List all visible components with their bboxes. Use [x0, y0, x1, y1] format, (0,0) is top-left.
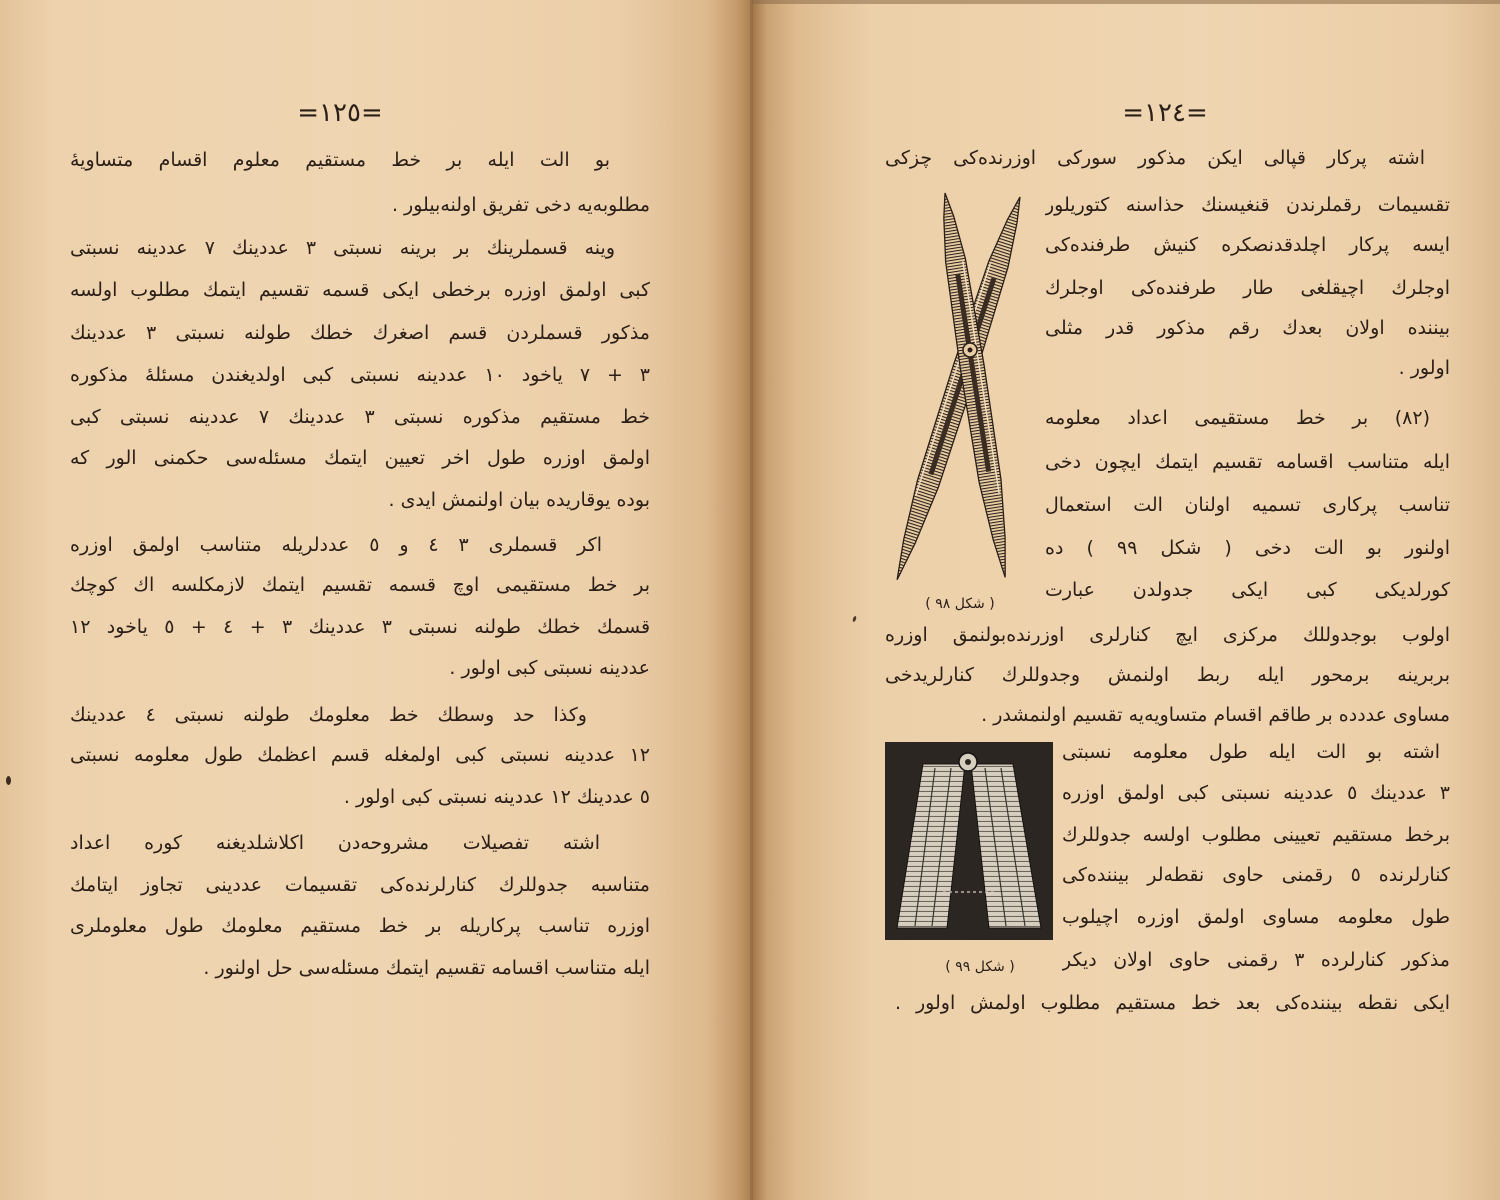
text-line: ایسه پرکار اچلدقدنصکره کنیش طرفنده‌کی [1045, 234, 1450, 256]
text-line: اولمق اوزره طول اخر تعیین ایتمك مسئله‌سی حکمنی الور که [70, 447, 650, 469]
text-line: بوده یوقاریده بیان اولنمش ایدی . [388, 489, 650, 511]
text-line: ٣ + ٧ یاخود ١٠ عددینه نسبتی کبی اولدیغندن مسئلهٔ مذکوره [70, 364, 650, 386]
text-line: اولنور بو الت دخی ( شکل ٩٩ ) ده [1045, 537, 1450, 559]
text-line: مساوی عددده بر طاقم اقسام متساویه‌یه تقسیم اولنمشدر . [981, 704, 1450, 726]
compass-figure-98 [885, 185, 1035, 595]
text-line: ایله متناسب اقسامه تقسیم ایتمك ایچون دخی [1045, 451, 1450, 473]
text-line: اولوب بوجدوللك مرکزی ایچ کنارلری اوزرنده‌بولنمق اوزره [885, 624, 1450, 646]
text-line: ٥ عددینك ١٢ عددینه نسبتی کبی اولور . [343, 786, 650, 808]
text-line: بو الت ایله بر خط مستقیم معلوم اقسام متساویهٔ [70, 149, 610, 171]
text-line: متناسبه جدوللرك کنارلرنده‌کی تقسیمات عددینی تجاوز ایتامك [70, 874, 650, 896]
page-number: =١٢٥= [297, 98, 383, 128]
text-line: ٣ عددینك ٥ عددینه نسبتی کبی اولمق اوزره [1062, 782, 1450, 804]
text-line: تناسب پرکاری تسمیه اولنان الت استعمال [1045, 494, 1450, 516]
text-line: عددینه نسبتی کبی اولور . [449, 657, 650, 679]
text-line: اشته بو الت ایله طول معلومه نسبتی [1062, 741, 1440, 763]
text-line: اشته پرکار قپالی ایکن مذکور سورکی اوزرنده‌کی چزکی [885, 147, 1425, 169]
figure-caption: ( شکل ٩٩ ) [945, 959, 1015, 975]
page-number: =١٢٤= [1122, 98, 1208, 128]
text-line: ایکی نقطه بیننده‌کی بعد خط مستقیم مطلوب اولمش اولور . [895, 992, 1450, 1014]
text-line: برخط مستقیم تعیینی مطلوب اولسه جدوللرك [1062, 824, 1450, 846]
text-line: مطلوبه‌یه دخی تفریق اولنه‌بیلور . [391, 194, 650, 216]
book-gutter [750, 0, 753, 1200]
text-line: کورلدیکی کبی ایکی جدولدن عبارت [1045, 579, 1450, 601]
ink-speck [6, 776, 11, 785]
text-line: اولور . [1398, 357, 1450, 379]
text-line: اشته تفصیلات مشروحه‌دن اکلاشلدیغنه کوره اعداد [70, 832, 600, 854]
text-line: اوزره تناسب پرکاریله بر خط مستقیم معلومك طول معلوملری [70, 915, 650, 937]
text-line: بر خط مستقیمی اوچ قسمه تقسیم ایتمك لازمکلسه اك کوچك [70, 574, 650, 596]
text-line: تقسیمات رقملرندن قنغیسنك حذاسنه کتوریلور [1045, 194, 1450, 216]
text-line: وکذا حد وسطك خط معلومك طولنه نسبتی ٤ عددینك [70, 704, 587, 726]
text-line: مذکور قسملردن قسم اصغرك خطك طولنه نسبتی ٣ عددینك [70, 322, 650, 344]
page-top-edge [752, 0, 1500, 4]
text-line: بربرینه برمحور ایله ربط اولنمش وجدوللرك کنارلریدخی [885, 664, 1450, 686]
text-line: خط مستقیم مذکوره نسبتی ٣ عددینك ٧ عددینه نسبتی کبی [70, 406, 650, 428]
text-line: بیننده اولان بعدك رقم مذکور قدر مثلی [1045, 317, 1450, 339]
figure-caption: ( شکل ٩٨ ) [925, 596, 995, 612]
text-line: وینه قسملرینك بر برینه نسبتی ٣ عددینك ٧ عددینه نسبتی [70, 237, 615, 259]
text-line: قسمك خطك طولنه نسبتی ٣ عددینك ٣ + ٤ + ٥ یاخود ١٢ [70, 616, 650, 638]
section-heading-line: (٨٢) بر خط مستقیمی اعداد معلومه [1045, 407, 1430, 429]
sector-rulers-figure-99 [885, 742, 1053, 940]
text-line: ١٢ عددینه نسبتی کبی اولمغله قسم اعظمك طول معلومه نسبتی [70, 744, 650, 766]
text-line: طول معلومه مساوی اولمق اوزره اچیلوب [1062, 906, 1450, 928]
text-line: کنارلرنده ٥ رقمنی حاوی نقطه‌لر بیننده‌کی [1062, 864, 1450, 886]
text-line: اوجلرك اچیقلغی طار طرفنده‌کی اوجلرك [1045, 277, 1450, 299]
text-line: اکر قسملری ٣ ٤ و ٥ عددلریله متناسب اولمق اوزره [70, 534, 602, 556]
text-line: ایله متناسب اقسامه تقسیم ایتمك مسئله‌سی حل اولنور . [203, 957, 650, 979]
text-line: کبی اولمق اوزره برخطی ایکی قسمه تقسیم ایتمك مطلوب اولسه [70, 279, 650, 301]
text-line: مذکور کنارلرده ٣ رقمنی حاوی اولان دیکر [1062, 949, 1450, 971]
